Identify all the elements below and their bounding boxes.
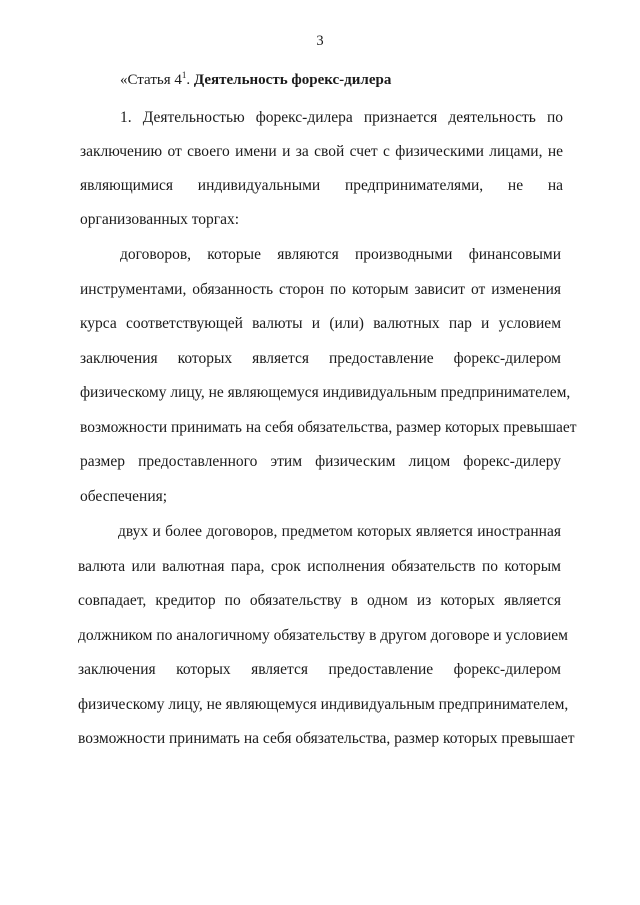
paragraph-2-line-4: заключения которых является предоставление форекс-дилером [80,350,561,367]
paragraph-2-line-6: возможности принимать на себя обязательства, размер которых превышает [80,419,577,436]
article-heading [120,70,391,89]
paragraph-2-line-2: инструментами, обязанность сторон по которым зависит от изменения [80,281,561,298]
paragraph-1-line-4: организованных торгах: [80,211,240,228]
paragraph-3-line-6: физическому лицу, не являющемуся индивидуальным предпринимателем, [78,696,569,713]
paragraph-1-line-2: заключению от своего имени и за свой счет с физическими лицами, не [80,143,563,160]
paragraph-3-line-4: должником по аналогичному обязательству в другом договоре и условием [78,627,568,644]
article-superscript: 1 [181,70,187,80]
paragraph-3-line-2: валюта или валютная пара, срок исполнения обязательств по которым [78,558,561,575]
paragraph-3-line-3: совпадает, кредитор по обязательству в одном из которых является [78,592,561,609]
paragraph-2-line-3: курса соответствующей валюты и (или) валютных пар и условием [80,315,561,332]
paragraph-2-line-8: обеспечения; [80,488,168,505]
paragraph-3-line-1: двух и более договоров, предметом которых является иностранная [118,523,561,540]
paragraph-2-line-5: физическому лицу, не являющемуся индивидуальным предпринимателем, [80,384,571,401]
article-separator: . [186,72,194,88]
paragraph-1-line-3: являющимися индивидуальными предпринимателями, не на [80,177,563,194]
article-prefix: «Статья 4 [120,72,182,88]
page-number: 3 [316,33,324,49]
paragraph-2-line-1: договоров, которые являются производными финансовыми [120,246,561,263]
paragraph-2-line-7: размер предоставленного этим физическим лицом форекс-дилеру [80,453,561,470]
article-title: Деятельность форекс-дилера [193,72,392,88]
paragraph-3-line-7: возможности принимать на себя обязательства, размер которых превышает [78,730,575,747]
paragraph-3-line-5: заключения которых является предоставление форекс-дилером [78,661,561,678]
paragraph-1-line-1: 1. Деятельностью форекс-дилера признается деятельность по [120,109,563,126]
